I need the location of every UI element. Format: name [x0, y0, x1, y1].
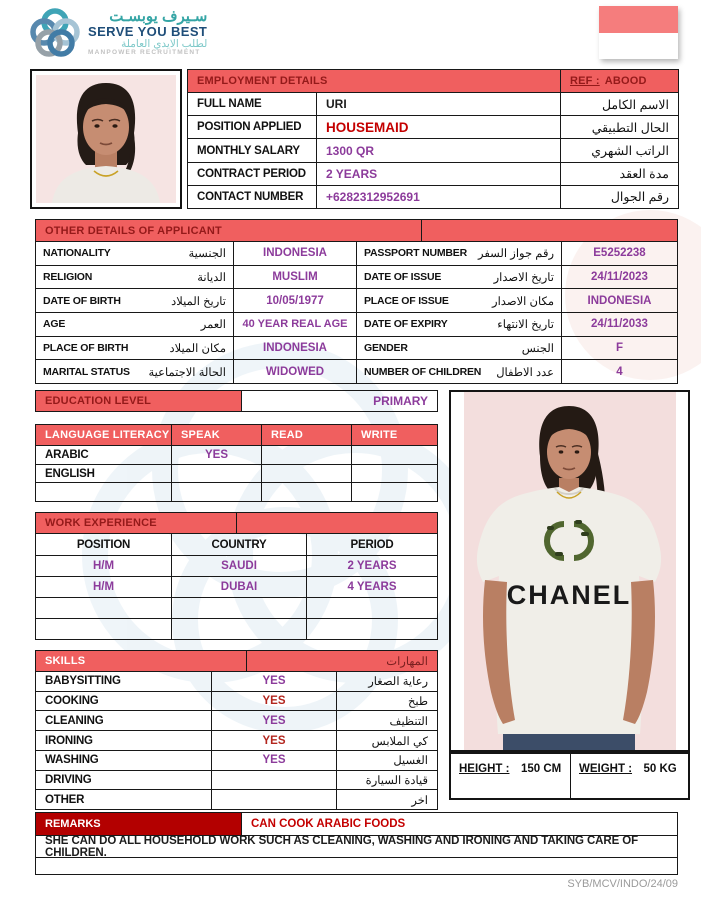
skill-row [36, 691, 437, 711]
language-name: ARABIC [45, 448, 89, 461]
field-value: WIDOWED [265, 365, 325, 378]
height-cell [451, 754, 571, 798]
remarks-body-row [36, 835, 677, 857]
detail-row [36, 312, 677, 336]
height-label: HEIGHT : [459, 763, 510, 775]
period-value: 2 YEARS [347, 560, 397, 572]
agency-name-arabic: سـيرف يوبسـت [109, 8, 208, 26]
position-value: H/M [92, 560, 115, 572]
language-literacy-header [36, 425, 437, 445]
skills-table [35, 650, 438, 810]
position-value: H/M [92, 581, 115, 593]
field-label-arabic: تاريخ الميلاد [171, 295, 226, 308]
country-value: DUBAI [220, 581, 258, 593]
skill-label: IRONING [45, 734, 93, 747]
field-label-arabic: رقم الجوال [610, 190, 669, 205]
other-details-table [35, 219, 678, 384]
field-label: NUMBER OF CHILDREN [364, 365, 482, 378]
speak-value: YES [204, 448, 228, 461]
remarks-header [36, 813, 677, 835]
field-label: PLACE OF BIRTH [43, 342, 129, 355]
field-label-arabic: العمر [200, 319, 226, 332]
column-header: PERIOD [350, 538, 394, 551]
experience-row [36, 576, 437, 597]
skill-label: BABYSITTING [45, 675, 121, 688]
field-label-arabic: مكان الاصدار [492, 295, 554, 308]
skill-label-arabic: التنظيف [389, 715, 428, 728]
detail-row [36, 359, 677, 383]
flag-white-band [599, 33, 678, 60]
field-value: 2 YEARS [326, 166, 378, 181]
skill-label-arabic: رعاية الصغار [368, 676, 428, 689]
skill-row [36, 789, 437, 809]
skill-label: DRIVING [45, 773, 92, 786]
skill-label-arabic: قيادة السيارة [365, 774, 428, 787]
skill-label: WASHING [45, 754, 99, 767]
field-label-arabic: الحال التطبيقي [591, 120, 669, 135]
field-value: 40 YEAR REAL AGE [242, 318, 348, 331]
skills-title: SKILLS [45, 655, 86, 667]
field-value: 4 [616, 365, 623, 378]
field-label-arabic: مدة العقد [619, 167, 669, 182]
field-value: INDONESIA [263, 247, 327, 260]
skill-label: CLEANING [45, 714, 104, 727]
employment-details-title: EMPLOYMENT DETAILS [197, 75, 328, 87]
field-label: DATE OF ISSUE [364, 271, 442, 283]
skill-value: YES [262, 714, 286, 727]
field-label: MONTHLY SALARY [197, 144, 300, 157]
agency-tagline-arabic: لطلب الايدي العاملة [121, 37, 208, 50]
language-row [36, 445, 437, 464]
skills-title-arabic: المهارات [386, 656, 428, 668]
field-label-arabic: تاريخ الانتهاء [497, 319, 554, 332]
field-label-arabic: مكان الميلاد [169, 343, 226, 356]
skill-row [36, 750, 437, 770]
employment-row-position [188, 115, 678, 138]
education-level-bar [35, 390, 438, 412]
shirt-brand-text: CHANEL [506, 580, 632, 610]
work-experience-title: WORK EXPERIENCE [45, 517, 157, 529]
field-label-arabic: عدد الاطفال [496, 366, 554, 379]
skill-label-arabic: كي الملابس [371, 735, 428, 748]
detail-row [36, 265, 677, 289]
skill-value: YES [262, 695, 286, 708]
field-value: 24/11/2023 [591, 271, 648, 283]
field-label: PASSPORT NUMBER [364, 247, 467, 260]
field-label: PLACE OF ISSUE [364, 294, 449, 307]
agency-logo-icon [28, 6, 82, 60]
employment-row-contact [188, 185, 678, 208]
experience-row [36, 597, 437, 618]
skill-row [36, 710, 437, 730]
experience-row [36, 618, 437, 639]
agency-name-english: SERVE YOU BEST [88, 24, 208, 40]
employment-details-table [187, 69, 679, 209]
field-value: +6282312952691 [326, 189, 420, 204]
physical-stats-table [449, 752, 690, 800]
field-label: CONTRACT PERIOD [197, 167, 306, 180]
field-label-arabic: رقم جواز السفر [477, 248, 554, 261]
document-reference-code: SYB/MCV/INDO/24/09 [567, 878, 678, 890]
remarks-empty-row [36, 857, 677, 874]
remarks-table [35, 812, 678, 875]
detail-row [36, 288, 677, 312]
employment-row-contract [188, 162, 678, 185]
remarks-title: REMARKS [45, 818, 101, 830]
field-label-arabic: الجنسية [188, 248, 226, 261]
language-name: ENGLISH [45, 467, 95, 480]
indonesia-flag [599, 6, 678, 59]
field-value: MUSLIM [272, 271, 318, 283]
flag-red-band [599, 6, 678, 33]
field-label: MARITAL STATUS [43, 365, 130, 378]
language-row [36, 464, 437, 483]
field-value: INDONESIA [263, 342, 327, 355]
detail-row [36, 241, 677, 265]
language-row [36, 482, 437, 501]
remarks-body: SHE CAN DO ALL HOUSEHOLD WORK SUCH AS CLEANING, WASHING AND IRONING AND TAKING CARE OF CHILDREN. [45, 836, 639, 857]
field-value: 1300 QR [326, 143, 375, 158]
skill-label-arabic: طبخ [407, 696, 428, 709]
field-label-arabic: الديانة [197, 272, 226, 284]
employment-details-header [188, 70, 678, 92]
ref-label: REF : [570, 75, 600, 87]
skill-value: YES [262, 754, 286, 767]
skill-label: COOKING [45, 695, 99, 708]
field-label: POSITION APPLIED [197, 121, 302, 134]
field-label-arabic: الاسم الكامل [601, 97, 669, 112]
field-value: HOUSEMAID [326, 119, 409, 135]
other-details-title: OTHER DETAILS OF APPLICANT [45, 224, 222, 237]
field-label-arabic: تاريخ الاصدار [493, 272, 554, 284]
field-label: CONTACT NUMBER [197, 190, 304, 203]
applicant-full-body-photo [449, 390, 690, 752]
column-header: SPEAK [181, 429, 220, 441]
detail-row [36, 336, 677, 360]
field-value: INDONESIA [587, 294, 652, 307]
skill-label-arabic: الغسيل [393, 755, 428, 768]
field-value: URI [326, 97, 347, 112]
education-level-value: PRIMARY [373, 394, 428, 408]
weight-label: WEIGHT : [579, 763, 633, 775]
field-value: 24/11/2033 [591, 318, 648, 331]
field-label: DATE OF EXPIRY [364, 318, 448, 331]
work-experience-header [36, 513, 437, 533]
skill-value: YES [262, 675, 286, 688]
work-experience-table [35, 512, 438, 640]
field-label-arabic: الحالة الاجتماعية [148, 366, 226, 379]
weight-cell [571, 754, 688, 798]
language-literacy-table [35, 424, 438, 502]
skill-label-arabic: اخر [411, 794, 428, 807]
column-header: WRITE [361, 429, 398, 441]
weight-value: 50 KG [643, 763, 677, 775]
full-body-illustration [451, 392, 688, 750]
field-label: FULL NAME [197, 98, 262, 111]
field-label: GENDER [364, 342, 408, 355]
skill-row [36, 770, 437, 790]
experience-row [36, 555, 437, 576]
field-label: NATIONALITY [43, 247, 111, 260]
employment-row-full-name [188, 92, 678, 115]
headshot-illustration [36, 75, 176, 203]
work-experience-columns [36, 533, 437, 555]
height-value: 150 CM [520, 763, 562, 775]
education-level-title: EDUCATION LEVEL [45, 395, 152, 407]
field-label: AGE [43, 318, 66, 331]
field-value: F [615, 342, 624, 355]
field-label-arabic: الجنس [521, 343, 554, 356]
employment-row-salary [188, 138, 678, 161]
skill-row [36, 671, 437, 691]
applicant-headshot-photo [30, 69, 182, 209]
field-label-arabic: الراتب الشهري [591, 144, 669, 158]
agency-logo [28, 6, 207, 60]
column-header: READ [271, 429, 303, 441]
field-label: RELIGION [43, 271, 93, 283]
agency-tagline-english: MANPOWER RECRUITMENT [88, 48, 201, 56]
column-header: COUNTRY [211, 538, 267, 551]
field-label: DATE OF BIRTH [43, 294, 121, 307]
skill-label: OTHER [45, 793, 85, 806]
column-header: LANGUAGE LITERACY [45, 429, 170, 441]
skill-value: YES [262, 734, 286, 747]
remarks-headline: CAN COOK ARABIC FOODS [251, 818, 406, 830]
column-header: POSITION [76, 538, 131, 551]
skills-header [36, 651, 437, 671]
field-value: 10/05/1977 [266, 294, 324, 307]
period-value: 4 YEARS [347, 581, 397, 593]
country-value: SAUDI [221, 560, 257, 572]
skill-row [36, 730, 437, 750]
other-details-header [36, 220, 677, 241]
ref-value: ABOOD [604, 75, 647, 87]
field-value: E5252238 [593, 247, 646, 260]
